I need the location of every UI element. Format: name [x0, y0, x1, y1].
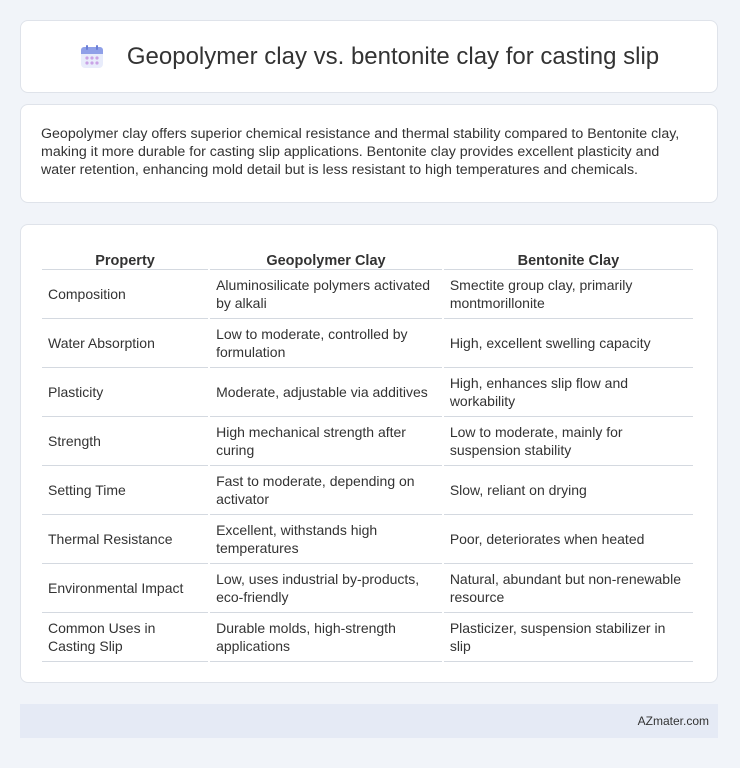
table-row: [42, 564, 693, 613]
property-cell: Thermal Resistance: [42, 515, 208, 564]
page-title: Geopolymer clay vs. bentonite clay for casting slip: [126, 42, 660, 70]
footer: [20, 704, 718, 738]
comparison-card: [20, 224, 718, 683]
property-cell: Setting Time: [42, 466, 208, 515]
table-row: [42, 515, 693, 564]
table-row: [42, 613, 693, 662]
property-cell: Common Uses in Casting Slip: [42, 613, 208, 662]
table-header-row: [42, 243, 693, 270]
footer-brand: AZmater.com: [637, 714, 709, 728]
property-cell: Plasticity: [42, 368, 208, 417]
table-row: [42, 466, 693, 515]
table-row: [42, 417, 693, 466]
geopolymer-cell: Fast to moderate, depending on activator: [210, 466, 442, 515]
geopolymer-cell: Excellent, withstands high temperatures: [210, 515, 442, 564]
title-card: [20, 20, 718, 93]
bentonite-cell: Natural, abundant but non-renewable resource: [444, 564, 693, 613]
summary-card: [20, 104, 718, 203]
property-cell: Composition: [42, 270, 208, 319]
property-cell: Strength: [42, 417, 208, 466]
header-property: Property: [42, 243, 208, 270]
geopolymer-cell: Aluminosilicate polymers activated by alkali: [210, 270, 442, 319]
geopolymer-cell: Low to moderate, controlled by formulation: [210, 319, 442, 368]
property-cell: Environmental Impact: [42, 564, 208, 613]
bentonite-cell: High, enhances slip flow and workability: [444, 368, 693, 417]
geopolymer-cell: Durable molds, high-strength applications: [210, 613, 442, 662]
bentonite-cell: High, excellent swelling capacity: [444, 319, 693, 368]
property-cell: Water Absorption: [42, 319, 208, 368]
geopolymer-cell: Moderate, adjustable via additives: [210, 368, 442, 417]
header-geopolymer: Geopolymer Clay: [210, 243, 442, 270]
header-bentonite: Bentonite Clay: [444, 243, 693, 270]
calendar-icon: [79, 44, 105, 70]
bentonite-cell: Plasticizer, suspension stabilizer in slip: [444, 613, 693, 662]
bentonite-cell: Poor, deteriorates when heated: [444, 515, 693, 564]
geopolymer-cell: Low, uses industrial by-products, eco-friendly: [210, 564, 442, 613]
summary-text: Geopolymer clay offers superior chemical resistance and thermal stability compared to Bentonite clay, making it more durable for casting slip applications. Bentonite clay provides excellent plasticity and water retention, enhancing mold detail but is less resistant to high temperatures and chemicals.: [41, 126, 680, 178]
comparison-table: [40, 243, 695, 662]
bentonite-cell: Slow, reliant on drying: [444, 466, 693, 515]
bentonite-cell: Smectite group clay, primarily montmorillonite: [444, 270, 693, 319]
geopolymer-cell: High mechanical strength after curing: [210, 417, 442, 466]
table-row: [42, 319, 693, 368]
bentonite-cell: Low to moderate, mainly for suspension stability: [444, 417, 693, 466]
table-row: [42, 270, 693, 319]
table-row: [42, 368, 693, 417]
